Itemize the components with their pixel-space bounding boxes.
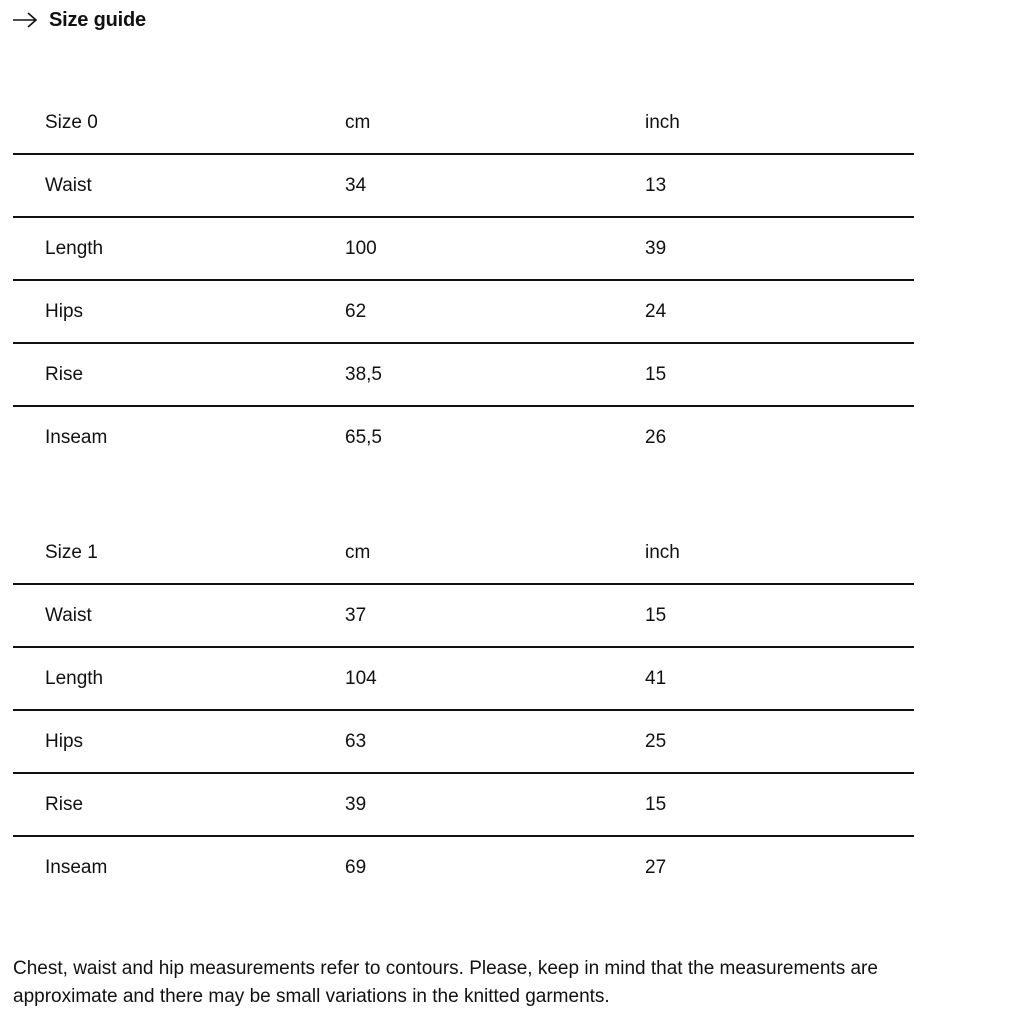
table-row (13, 217, 914, 280)
inch-value: 26 (645, 426, 667, 448)
inch-value: 41 (645, 647, 914, 710)
measure-name: Waist (13, 584, 345, 647)
arrow-right-icon (12, 12, 38, 28)
measure-name: Inseam (45, 856, 108, 878)
cm-value: 37 (345, 584, 645, 647)
size-0-table (13, 93, 914, 468)
cm-value: 65,5 (345, 426, 382, 448)
inch-value: 25 (645, 710, 914, 773)
table-header-row (13, 93, 914, 154)
measure-name: Length (13, 217, 345, 280)
inch-value: 15 (645, 773, 914, 836)
table-row (13, 836, 914, 898)
cm-value: 63 (345, 710, 645, 773)
measure-name: Inseam (45, 426, 108, 448)
table-row (13, 343, 914, 406)
cm-value: 104 (345, 647, 645, 710)
inch-column-header: inch (645, 93, 914, 154)
table-row (13, 710, 914, 773)
cm-value: 38,5 (345, 343, 645, 406)
cm-column-header: cm (345, 523, 645, 584)
measurement-note: Chest, waist and hip measurements refer to contours. Please, keep in mind that the measurements are approximate and there may be small variations in the knitted garments. (13, 958, 878, 1007)
inch-column-header: inch (645, 523, 914, 584)
cm-value: 34 (345, 154, 645, 217)
size-1-table (13, 523, 914, 898)
inch-value: 15 (645, 584, 914, 647)
measure-name: Hips (13, 710, 345, 773)
measure-name: Rise (13, 773, 345, 836)
measure-name: Waist (13, 154, 345, 217)
cm-value: 62 (345, 280, 645, 343)
cm-value: 100 (345, 217, 645, 280)
table-header-row (13, 523, 914, 584)
cm-value: 39 (345, 773, 645, 836)
table-row (13, 584, 914, 647)
inch-value: 15 (645, 343, 914, 406)
inch-value: 13 (645, 154, 914, 217)
cm-value: 69 (345, 856, 367, 878)
table-row (13, 154, 914, 217)
size-guide-label: Size guide (49, 8, 146, 31)
size-guide-link[interactable] (12, 7, 146, 33)
table-row (13, 406, 914, 468)
size-label: Size 0 (13, 93, 345, 154)
measure-name: Rise (13, 343, 345, 406)
cm-column-header: cm (345, 93, 645, 154)
table-row (13, 280, 914, 343)
measure-name: Hips (13, 280, 345, 343)
inch-value: 27 (645, 856, 667, 878)
table-row (13, 773, 914, 836)
table-row (13, 647, 914, 710)
size-label: Size 1 (13, 523, 345, 584)
inch-value: 39 (645, 217, 914, 280)
measure-name: Length (13, 647, 345, 710)
inch-value: 24 (645, 280, 914, 343)
